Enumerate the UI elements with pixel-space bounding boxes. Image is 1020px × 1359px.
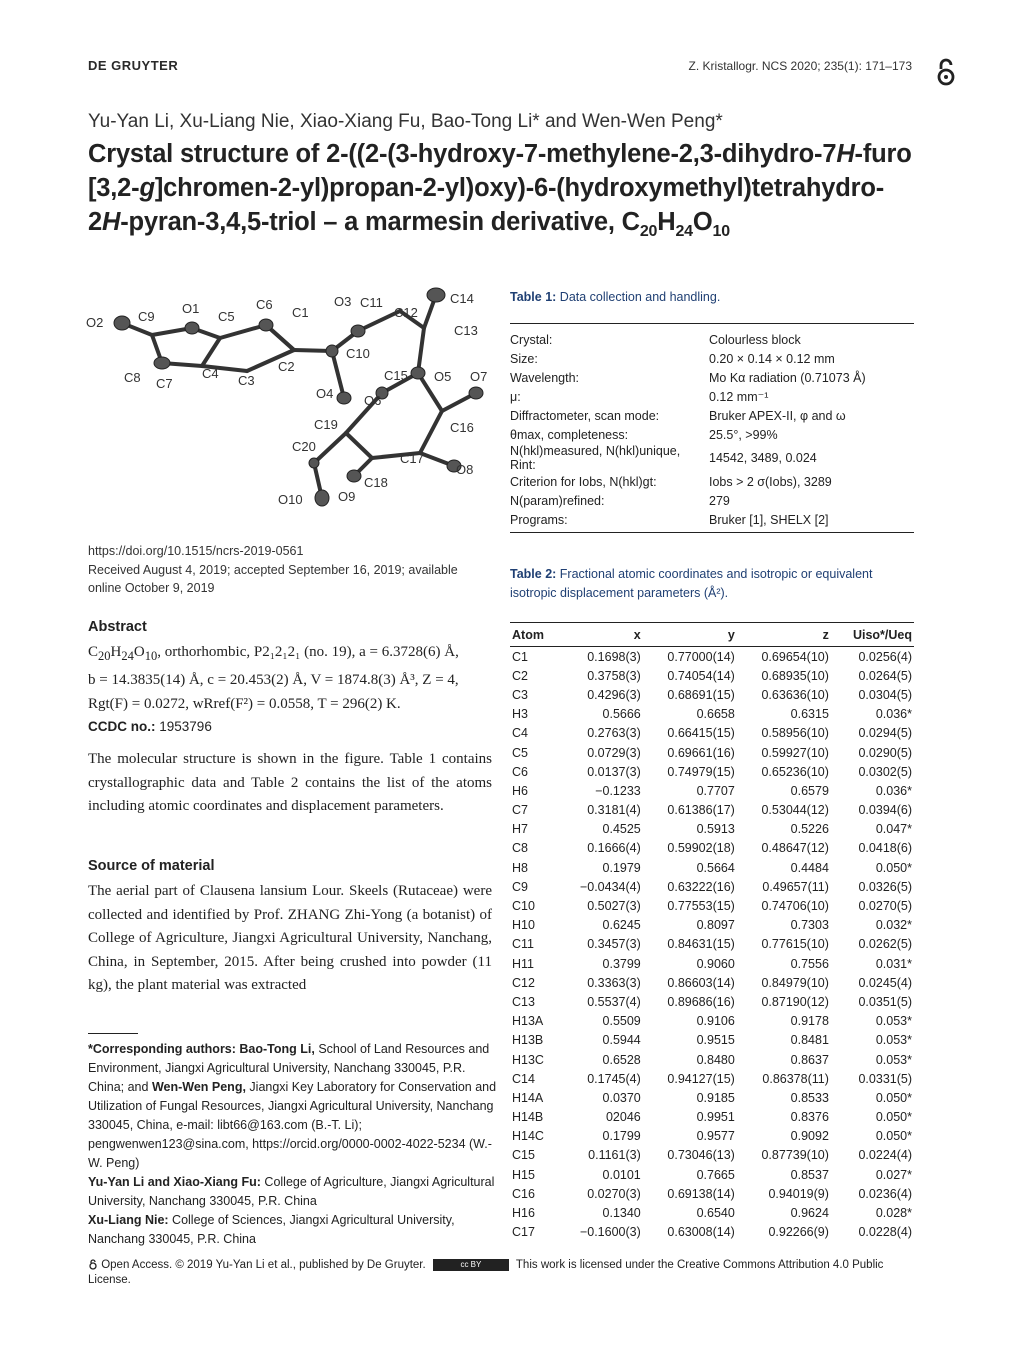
atom-label: C9 — [138, 309, 155, 324]
table2-cell: H3 — [512, 707, 528, 722]
table2-cell: 0.5537(4) — [587, 994, 641, 1009]
table2-cell: 0.53044(12) — [761, 803, 829, 818]
table2-cell: 0.8637 — [790, 1052, 829, 1067]
table2-cell: 0.0224(4) — [858, 1148, 912, 1163]
table1-row — [510, 387, 914, 406]
ccdc-number: CCDC no.: 1953796 — [88, 719, 212, 734]
table2-cell: 0.6540 — [696, 1206, 735, 1221]
table2-cell: C1 — [512, 649, 528, 664]
table2-cell: 0.6528 — [602, 1052, 641, 1067]
publisher-name: DE GRUYTER — [88, 58, 179, 73]
table2-cell: 0.59927(10) — [761, 745, 829, 760]
table2-row — [510, 992, 914, 1011]
table2-row — [510, 1165, 914, 1184]
table2-cell: 0.0270(3) — [587, 1186, 641, 1201]
table2-cell: C17 — [512, 1225, 535, 1240]
atom-label: C5 — [218, 309, 235, 324]
table2-cell: C12 — [512, 975, 535, 990]
table2-row — [510, 647, 914, 667]
table2-cell: C13 — [512, 994, 535, 1009]
table2-cell: 0.032* — [875, 918, 912, 933]
table2-cell: C7 — [512, 803, 528, 818]
table2-cell: 0.89686(16) — [667, 994, 735, 1009]
table2-row — [510, 935, 914, 954]
table2-cell: 0.63222(16) — [667, 879, 735, 894]
table2-cell: C14 — [512, 1071, 535, 1086]
table2-cell: 0.050* — [875, 1110, 912, 1125]
table1-value: 25.5°, >99% — [709, 427, 778, 442]
table2-cell: 0.9515 — [696, 1033, 735, 1048]
table2-cell: −0.0434(4) — [579, 879, 641, 894]
table2-cell: C4 — [512, 726, 528, 741]
table1-key: Diffractometer, scan mode: — [510, 408, 660, 423]
table2-cell: 0.7665 — [696, 1167, 735, 1182]
table2-cell: 0.0351(5) — [858, 994, 912, 1009]
table2-cell: C2 — [512, 668, 528, 683]
table2-cell: 0.0270(5) — [858, 899, 912, 914]
table2-row — [510, 1050, 914, 1069]
table2-cell: 0.9185 — [696, 1090, 735, 1105]
table2-cell: 0.84979(10) — [761, 975, 829, 990]
table2-cell: 0.0256(4) — [858, 649, 912, 664]
table2-row — [510, 1146, 914, 1165]
table2-cell: 0.0331(5) — [858, 1071, 912, 1086]
table2-cell: C9 — [512, 879, 528, 894]
table2-cell: 0.0236(4) — [858, 1186, 912, 1201]
table2-cell: 0.92266(9) — [768, 1225, 829, 1240]
table2-cell: 0.0394(6) — [858, 803, 912, 818]
atom-label: O5 — [434, 369, 452, 384]
table2-cell: C16 — [512, 1186, 535, 1201]
table2-cell: C11 — [512, 937, 535, 952]
atom-label: O3 — [334, 294, 352, 309]
table2-row — [510, 839, 914, 858]
table2-cell: H14A — [512, 1090, 544, 1105]
table2-cell: 0.87190(12) — [761, 994, 829, 1009]
table2-header: y — [643, 623, 737, 647]
atom-label: C10 — [346, 346, 370, 361]
table2-cell: 0.1698(3) — [587, 649, 641, 664]
table2-cell: 0.6658 — [696, 707, 735, 722]
table2-cell: H13A — [512, 1014, 544, 1029]
source-heading: Source of material — [88, 858, 215, 874]
atom-label: O9 — [338, 489, 356, 504]
table2-cell: 0.1340 — [602, 1206, 641, 1221]
table2-cell: 0.050* — [875, 860, 912, 875]
table2-cell: 0.74054(14) — [667, 668, 735, 683]
table2-cell: H6 — [512, 783, 528, 798]
table2-cell: 0.86603(14) — [667, 975, 735, 990]
table2-cell: 0.63636(10) — [761, 687, 829, 702]
table2-cell: 0.5666 — [602, 707, 641, 722]
table2-cell: 0.1161(3) — [588, 1148, 641, 1163]
table2-row — [510, 801, 914, 820]
atom-label: C3 — [238, 373, 255, 388]
table2-row — [510, 973, 914, 992]
table1-value: Iobs > 2 σ(Iobs), 3289 — [709, 474, 832, 489]
table2-cell: 0.9106 — [696, 1014, 735, 1029]
table1-key: θmax, completeness: — [510, 427, 629, 442]
table2-row — [510, 1012, 914, 1031]
table2-row — [510, 1108, 914, 1127]
table2-row — [510, 781, 914, 800]
table2-caption: Table 2: Fractional atomic coordinates and isotropic or equivalent isotropic displacement parameters (Å²). — [510, 567, 873, 600]
table2-cell: 0.1979 — [602, 860, 641, 875]
table2-cell: 0.69138(14) — [667, 1186, 735, 1201]
atom-label: O1 — [182, 301, 200, 316]
table2-cell: 0.6579 — [790, 783, 829, 798]
atom-label: C4 — [202, 366, 219, 381]
table2-cell: H13B — [512, 1033, 544, 1048]
table2-cell: H16 — [512, 1206, 535, 1221]
atom-label: C7 — [156, 376, 173, 391]
table2-cell: 0.0228(4) — [858, 1225, 912, 1240]
table2-cell: 0.047* — [875, 822, 912, 837]
table2-cell: 0.5913 — [696, 822, 735, 837]
table2-row — [510, 1127, 914, 1146]
table2-cell: 0.9178 — [790, 1014, 829, 1029]
table2-cell: 0.77615(10) — [761, 937, 829, 952]
table2-row — [510, 743, 914, 762]
table2-row — [510, 685, 914, 704]
table2-cell: 0.68935(10) — [761, 668, 829, 683]
table2-cell: 0.74706(10) — [761, 899, 829, 914]
atom-label: C2 — [278, 359, 295, 374]
table2-cell: 0.050* — [875, 1129, 912, 1144]
atom-label: C1 — [292, 305, 309, 320]
table2-row — [510, 724, 914, 743]
table2-cell: H13C — [512, 1052, 544, 1067]
author-list: Yu-Yan Li, Xu-Liang Nie, Xiao-Xiang Fu, Bao-Tong Li* and Wen-Wen Peng* — [88, 111, 723, 132]
table2-cell: H15 — [512, 1167, 535, 1182]
table2-row — [510, 1069, 914, 1088]
table1-key: Size: — [510, 351, 538, 366]
table1-key: N(hkl)measured, N(hkl)unique, Rint: — [510, 444, 681, 472]
table2-atomic-coordinates — [510, 622, 914, 1242]
table1-value: Bruker [1], SHELX [2] — [709, 512, 829, 527]
table2-cell: 0.74979(15) — [667, 764, 735, 779]
table1-row — [510, 406, 914, 425]
table2-cell: 0.3181(4) — [587, 803, 641, 818]
atom-label: O8 — [456, 462, 474, 477]
table2-cell: 0.0370 — [602, 1090, 641, 1105]
table2-cell: 0.0245(4) — [858, 975, 912, 990]
table1-key: N(param)refined: — [510, 493, 605, 508]
cc-by-badge[interactable]: cc BY — [433, 1259, 509, 1271]
table1-row — [510, 425, 914, 444]
table2-cell: 0.3758(3) — [587, 668, 641, 683]
table2-cell: 0.0262(5) — [858, 937, 912, 952]
table2-cell: H10 — [512, 918, 535, 933]
table2-cell: 0.8480 — [696, 1052, 735, 1067]
table2-header: Atom — [510, 623, 557, 647]
table2-cell: 0.0137(3) — [587, 764, 641, 779]
table2-cell: 0.66415(15) — [667, 726, 735, 741]
received-dates: Received August 4, 2019; accepted September 16, 2019; available online October 9, 2019 — [88, 562, 458, 595]
article-title: Crystal structure of 2-((2-(3-hydroxy-7-methylene-2,3-dihydro-7H-furo [3,2-g]chromen-2-yl)propan-2-yl)oxy)-6-(hydroxymethyl)tetrahydro-2H-pyran-3,4,5-triol – a marmesin derivative, $C_{20}H_{24}O_{10}$ — [88, 140, 912, 241]
table2-cell: 0.77553(15) — [667, 899, 735, 914]
table2-cell: H14C — [512, 1129, 544, 1144]
table1-row — [510, 444, 914, 472]
table2-cell: 0.4296(3) — [587, 687, 641, 702]
table2-cell: 0.84631(15) — [667, 937, 735, 952]
table2-row — [510, 954, 914, 973]
table1-row — [510, 349, 914, 368]
table2-cell: 0.58956(10) — [761, 726, 829, 741]
table2-cell: 0.5027(3) — [587, 899, 641, 914]
footnote-divider — [88, 1033, 138, 1034]
source-paragraph: The aerial part of Clausena lansium Lour. Skeels (Rutaceae) were collected and identified by Prof. ZHANG Zhi-Yong (a botanist) of College of Agriculture, Jiangxi Agricultural University, Nanchang, China, in September, 2015. After being crushed into powder (11 kg), the plant material was extracted — [88, 883, 492, 993]
table2-cell: 0.77000(14) — [667, 649, 735, 664]
abstract-heading: Abstract — [88, 619, 147, 635]
atom-label: C18 — [364, 475, 388, 490]
table1-value: Colourless block — [709, 332, 801, 347]
license-note: Open Access. © 2019 Yu-Yan Li et al., published by De Gruyter. cc BY This work is licensed under the Creative Commons Attribution 4.0 Public License. — [88, 1259, 884, 1286]
table2-cell: 0.61386(17) — [667, 803, 735, 818]
table2-cell: 0.8481 — [790, 1033, 829, 1048]
table2-cell: 0.8376 — [790, 1110, 829, 1125]
table2-row — [510, 666, 914, 685]
doi-link[interactable]: https://doi.org/10.1515/ncrs-2019-0561 — [88, 544, 304, 558]
footnote-affiliations: *Corresponding authors: Bao-Tong Li, School of Land Resources and Environment, Jiangxi Agricultural University, Nanchang 330045, P.R. China; and Wen-Wen Peng, Jiangxi Key Laboratory for Conservation and Utilization of Fungal Resources, Jiangxi Agricultural University, Nanchang 330045, China, e-mail: libt66@163.com (B.-T. Li); pengwenwen123@sina.com, https://orcid.org/0000-0002-4022-5234 (W.-W. Peng) Yu-Yan Li and Xiao-Xiang Fu: College of Agriculture, Jiangxi Agricultural University, Nanchang 330045, P.R. China Xu-Liang Nie: College of Sciences, Jiangxi Agricultural University, Nanchang 330045, P.R. China — [88, 1042, 497, 1246]
table2-cell: C3 — [512, 687, 528, 702]
table2-cell: 0.3457(3) — [587, 937, 641, 952]
table2-cell: −0.1600(3) — [579, 1225, 641, 1240]
table1-row — [510, 324, 914, 350]
table2-cell: 0.0101 — [602, 1167, 641, 1182]
table1-value: 14542, 3489, 0.024 — [709, 451, 817, 465]
table2-cell: 0.1666(4) — [587, 841, 641, 856]
table2-row — [510, 877, 914, 896]
table2-row — [510, 1184, 914, 1203]
table2-cell: 0.6315 — [790, 707, 829, 722]
table2-cell: 0.1799 — [602, 1129, 641, 1144]
table2-row — [510, 705, 914, 724]
table2-cell: 0.8533 — [790, 1090, 829, 1105]
table2-cell: 0.8537 — [790, 1167, 829, 1182]
atom-label: O4 — [316, 386, 334, 401]
table2-cell: 0.94127(15) — [667, 1071, 735, 1086]
table2-row — [510, 916, 914, 935]
table2-cell: 0.053* — [875, 1052, 912, 1067]
table2-cell: 0.0418(6) — [858, 841, 912, 856]
table1-value: 0.20 × 0.14 × 0.12 mm — [709, 351, 835, 366]
table2-cell: 0.65236(10) — [761, 764, 829, 779]
table2-cell: C10 — [512, 899, 535, 914]
table2-cell: 0.9060 — [696, 956, 735, 971]
table2-cell: 02046 — [605, 1110, 641, 1125]
table1-value: Bruker APEX-II, φ and ω — [709, 408, 846, 423]
table2-cell: 0.49657(11) — [762, 879, 829, 894]
table2-cell: 0.0294(5) — [858, 726, 912, 741]
table2-cell: 0.053* — [875, 1014, 912, 1029]
table2-cell: 0.3363(3) — [587, 975, 641, 990]
table2-row — [510, 896, 914, 915]
table1-key: Crystal: — [510, 332, 553, 347]
table2-cell: 0.5664 — [696, 860, 735, 875]
table1-value: 279 — [709, 493, 730, 508]
table2-cell: 0.2763(3) — [587, 726, 641, 741]
table2-cell: 0.1745(4) — [587, 1071, 641, 1086]
table1-data-collection — [510, 323, 914, 533]
table2-cell: 0.027* — [875, 1167, 912, 1182]
atom-label: C14 — [450, 291, 474, 306]
atom-label: C6 — [256, 297, 273, 312]
table2-cell: 0.73046(13) — [667, 1148, 735, 1163]
table2-header: x — [557, 623, 642, 647]
table2-cell: 0.0290(5) — [858, 745, 912, 760]
table2-cell: 0.59902(18) — [667, 841, 735, 856]
table2-cell: 0.0264(5) — [858, 668, 912, 683]
table2-cell: 0.028* — [875, 1206, 912, 1221]
table2-cell: 0.7707 — [696, 783, 735, 798]
table1-row — [510, 510, 914, 533]
table2-cell: 0.69661(16) — [667, 745, 735, 760]
atom-label: C12 — [394, 305, 418, 320]
table1-row — [510, 472, 914, 491]
table2-cell: 0.9951 — [696, 1110, 735, 1125]
table2-cell: 0.9624 — [790, 1206, 829, 1221]
atom-label: C11 — [360, 295, 383, 310]
atom-label: O7 — [470, 369, 488, 384]
table2-cell: 0.9092 — [790, 1129, 829, 1144]
atom-label: C20 — [292, 439, 316, 454]
table2-cell: 0.63008(14) — [667, 1225, 735, 1240]
table2-cell: 0.036* — [875, 783, 912, 798]
table2-row — [510, 1203, 914, 1222]
table1-value: 0.12 mm⁻¹ — [709, 390, 769, 404]
open-access-icon — [934, 58, 958, 88]
atom-label: O2 — [86, 315, 104, 330]
table2-cell: 0.48647(12) — [761, 841, 829, 856]
table2-cell: 0.036* — [875, 707, 912, 722]
table2-row — [510, 762, 914, 781]
table1-key: Criterion for Iobs, N(hkl)gt: — [510, 474, 657, 489]
table2-cell: C15 — [512, 1148, 535, 1163]
table2-cell: 0.6245 — [602, 918, 641, 933]
atom-label: C15 — [384, 368, 408, 383]
journal-citation: Z. Kristallogr. NCS 2020; 235(1): 171–173 — [688, 59, 912, 73]
atom-label: C19 — [314, 417, 338, 432]
table2-cell: −0.1233 — [595, 783, 641, 798]
table2-cell: 0.4525 — [602, 822, 641, 837]
table2-cell: 0.69654(10) — [761, 649, 829, 664]
table2-cell: 0.7303 — [790, 918, 829, 933]
atom-label: O10 — [278, 492, 303, 507]
molecule-bonds — [122, 295, 476, 498]
atom-label: O6 — [364, 393, 382, 408]
atom-label: C16 — [450, 420, 474, 435]
table2-header: Uiso*/Ueq — [831, 623, 914, 647]
table2-row — [510, 858, 914, 877]
table1-row — [510, 368, 914, 387]
table2-row — [510, 1031, 914, 1050]
table2-row — [510, 1223, 914, 1242]
table2-cell: 0.0729(3) — [587, 745, 641, 760]
table2-cell: 0.0326(5) — [858, 879, 912, 894]
table2-cell: H14B — [512, 1110, 544, 1125]
table1-key: Programs: — [510, 512, 568, 527]
table2-cell: 0.86378(11) — [762, 1071, 829, 1086]
table1-key: μ: — [510, 389, 521, 404]
table2-cell: C6 — [512, 764, 528, 779]
table2-cell: H7 — [512, 822, 528, 837]
table2-cell: 0.9577 — [696, 1129, 735, 1144]
table2-row — [510, 1088, 914, 1107]
table2-cell: 0.5944 — [602, 1033, 641, 1048]
table2-cell: 0.8097 — [696, 918, 735, 933]
table2-header: z — [737, 623, 831, 647]
table2-cell: 0.031* — [875, 956, 912, 971]
table2-cell: 0.5509 — [602, 1014, 641, 1029]
molecular-structure-figure — [82, 283, 502, 523]
table2-cell: 0.3799 — [602, 956, 641, 971]
atom-label: C8 — [124, 370, 141, 385]
table2-cell: H8 — [512, 860, 528, 875]
table1-row — [510, 491, 914, 510]
table2-cell: 0.4484 — [790, 860, 829, 875]
atom-label: C17 — [400, 451, 424, 466]
table2-cell: 0.5226 — [790, 822, 829, 837]
table2-cell: 0.7556 — [790, 956, 829, 971]
table1-key: Wavelength: — [510, 370, 580, 385]
table2-cell: 0.050* — [875, 1090, 912, 1105]
table2-row — [510, 820, 914, 839]
abstract-text: $C_{20}H_{24}O_{10}$, orthorhombic, P2₁2₁2₁ (no. 19), a = 6.3728(6) Å, b = 14.3835(14) Å, c = 20.453(2) Å, V = 1874.8(3) Å³, Z = 4, Rgt(F) = 0.0272, wRref(F²) = 0.0558, T = 296(2) K. — [88, 644, 459, 712]
table2-cell: 0.053* — [875, 1033, 912, 1048]
table2-cell: 0.87739(10) — [761, 1148, 829, 1163]
open-access-small-icon — [88, 1259, 98, 1270]
atom-label: C13 — [454, 323, 478, 338]
table2-cell: H11 — [512, 956, 535, 971]
table1-value: Mo Kα radiation (0.71073 Å) — [709, 370, 866, 385]
table2-cell: C5 — [512, 745, 528, 760]
table2-cell: C8 — [512, 841, 528, 856]
table2-cell: 0.0302(5) — [858, 764, 912, 779]
table2-cell: 0.0304(5) — [858, 687, 912, 702]
table2-cell: 0.94019(9) — [768, 1186, 829, 1201]
table2-cell: 0.68691(15) — [667, 687, 735, 702]
intro-paragraph: The molecular structure is shown in the figure. Table 1 contains crystallographic data and Table 2 contains the list of the atoms including atomic coordinates and displacement parameters. — [88, 751, 492, 814]
table1-caption: Table 1: Data collection and handling. — [510, 290, 721, 304]
article-meta — [88, 542, 488, 598]
